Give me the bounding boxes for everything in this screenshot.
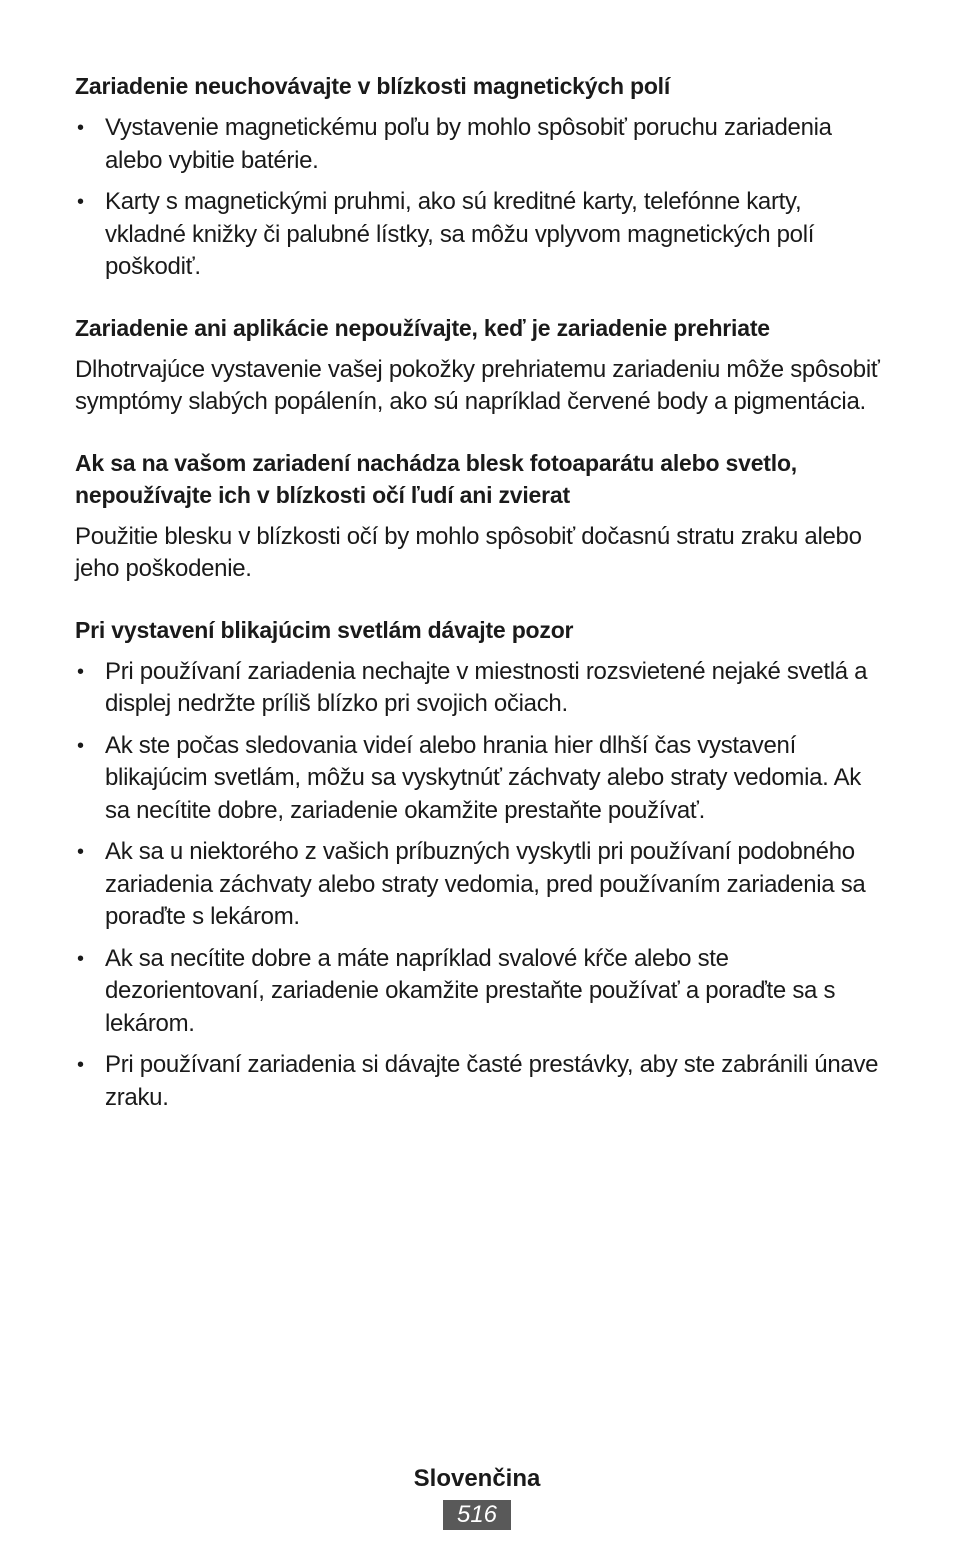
bullet-item (75, 1049, 885, 1114)
section-paragraph: Použitie blesku v blízkosti očí by mohlo spôsobiť dočasnú stratu zraku alebo jeho poškodenie. (75, 522, 862, 582)
section-magnetic-fields (75, 70, 885, 284)
bullet-text: Ak sa u niektorého z vašich príbuzných vyskytli pri používaní podobného zariadenia záchvaty alebo straty vedomia, pred používaním zariadenia sa poraďte s lekárom. (105, 838, 866, 930)
bullet-icon: • (77, 117, 84, 139)
bullet-text: Ak ste počas sledovania videí alebo hrania hier dlhší čas vystavení blikajúcim svetlám, môžu sa vyskytnúť záchvaty alebo straty vedomia. Ak sa necítite dobre, zariadenie okamžite prestaňte používať. (105, 731, 862, 824)
section-heading: Ak sa na vašom zariadení nachádza blesk fotoaparátu alebo svetlo, nepoužívajte ich v blízkosti očí ľudí ani zvierat (75, 449, 797, 508)
bullet-item (75, 943, 885, 1041)
bullet-icon: • (77, 660, 84, 683)
bullet-icon: • (77, 1054, 84, 1076)
bullet-list (75, 112, 885, 284)
bullet-icon: • (77, 841, 84, 863)
section-camera-flash (75, 447, 885, 586)
section-heading: Zariadenie ani aplikácie nepoužívajte, keď je zariadenie prehriate (75, 314, 770, 341)
bullet-icon: • (77, 191, 84, 213)
footer-language: Slovenčina (413, 1465, 541, 1492)
bullet-text: Vystavenie magnetickému poľu by mohlo spôsobiť poruchu zariadenia alebo vybitie batérie. (105, 114, 832, 174)
bullet-icon: • (77, 947, 84, 970)
bullet-item (75, 186, 885, 284)
bullet-text: Pri používaní zariadenia nechajte v miestnosti rozsvietené nejaké svetlá a displej nedržte príliš blízko pri svojich očiach. (105, 657, 868, 717)
bullet-list (75, 656, 885, 1115)
bullet-icon: • (77, 734, 84, 757)
page-footer (0, 1462, 954, 1530)
bullet-text: Ak sa necítite dobre a máte napríklad svalové kŕče alebo ste dezorientovaní, zariadenie okamžite prestaňte používať a poraďte sa s lekárom. (105, 944, 836, 1037)
page-number-badge: 516 (443, 1500, 511, 1530)
bullet-text: Karty s magnetickými pruhmi, ako sú kreditné karty, telefónne karty, vkladné knižky či palubné lístky, sa môžu vplyvom magnetických polí poškodiť. (105, 188, 815, 280)
bullet-item (75, 836, 885, 934)
bullet-item (75, 656, 885, 721)
section-heading: Zariadenie neuchovávajte v blízkosti magnetických polí (75, 73, 671, 99)
section-overheated-device (75, 312, 885, 419)
bullet-item (75, 730, 885, 828)
section-paragraph: Dlhotrvajúce vystavenie vašej pokožky prehriatemu zariadeniu môže spôsobiť symptómy slabých popálenín, ako sú napríklad červené body a pigmentácia. (75, 355, 880, 415)
section-flashing-lights (75, 614, 885, 1115)
bullet-text: Pri používaní zariadenia si dávajte časté prestávky, aby ste zabránili únave zraku. (105, 1051, 879, 1111)
bullet-item (75, 112, 885, 177)
section-heading: Pri vystavení blikajúcim svetlám dávajte pozor (75, 616, 574, 643)
document-body (75, 70, 885, 1142)
